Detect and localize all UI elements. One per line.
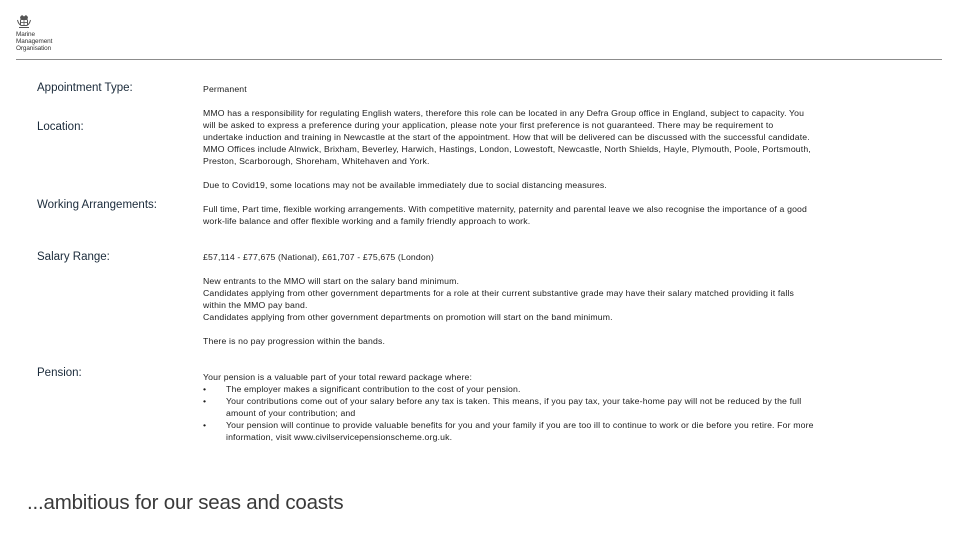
pension-label: Pension:	[37, 367, 82, 379]
pension-intro: Your pension is a valuable part of your total reward package where:	[203, 372, 473, 382]
location-covid-note: Due to Covid19, some locations may not be available immediately due to social distancing measures.	[203, 180, 607, 190]
pension-bullet-item	[203, 383, 815, 395]
logo-text-line: Organisation	[16, 45, 52, 53]
salary-note: Candidates applying from other government departments on promotion will start on the band minimum.	[203, 312, 613, 322]
pension-text-block	[203, 371, 815, 443]
pension-bullet-text: Your pension will continue to provide valuable benefits for you and your family if you are too ill to continue to work or die before you retire. For more information, visit www.civilservicepensionscheme.org.uk.	[226, 420, 814, 442]
pension-bullet-item	[203, 395, 815, 419]
salary-range-value: £57,114 - £77,675 (National), £61,707 - £75,675 (London)	[203, 252, 434, 262]
royal-crest-icon	[16, 14, 32, 29]
salary-note: New entrants to the MMO will start on the salary band minimum.	[203, 276, 460, 286]
salary-text-block	[203, 251, 815, 347]
logo-text-line: Management	[16, 38, 53, 46]
location-label: Location:	[37, 121, 84, 133]
bullet-icon: •	[203, 396, 207, 406]
appointment-type-text: Permanent	[203, 84, 247, 94]
working-arrangements-label: Working Arrangements:	[37, 199, 157, 211]
salary-note: Candidates applying from other government departments for a role at their current substantive grade may have their salary matched providing it falls within the MMO pay band.	[203, 288, 795, 310]
bullet-icon: •	[203, 420, 207, 430]
working-arrangements-text-block	[203, 203, 815, 227]
footer-tagline: ...ambitious for our seas and coasts	[27, 491, 344, 514]
location-text-block	[203, 107, 815, 191]
mmo-logo	[16, 14, 76, 53]
salary-range-label: Salary Range:	[37, 251, 110, 263]
working-arrangements-text: Full time, Part time, flexible working arrangements. With competitive maternity, paternity and parental leave we also recognise the importance of a good work-life balance and offer flexible working and a family friendly approach to work.	[203, 204, 808, 226]
logo-text-line: Marine	[16, 31, 35, 38]
location-description: MMO has a responsibility for regulating English waters, therefore this role can be located in any Defra Group office in England, subject to capacity. You will be asked to express a preference during your application, please note your first preference is not guaranteed. There may be requirement to undertake induction and training in Newcastle at the start of the appointment. How that will be delivered can be discussed with the successful candidate. MMO Offices include Alnwick, Brixham, Beverley, Harwich, Hastings, London, Lowestoft, Newcastle, North Shields, Hayle, Plymouth, Poole, Portsmouth, Preston, Scarborough, Shoreham, Whitehaven and York.	[203, 108, 811, 166]
pension-bullet-text: The employer makes a significant contribution to the cost of your pension.	[226, 384, 521, 394]
appointment-type-label: Appointment Type:	[37, 82, 133, 94]
header-divider	[16, 59, 942, 60]
pay-progression-note: There is no pay progression within the bands.	[203, 336, 386, 346]
appointment-type-value	[203, 83, 815, 95]
bullet-icon: •	[203, 384, 207, 394]
pension-bullet-text: Your contributions come out of your salary before any tax is taken. This means, if you pay tax, your take-home pay will not be reduced by the full amount of your contribution; and	[226, 396, 802, 418]
pension-bullet-item	[203, 419, 815, 443]
